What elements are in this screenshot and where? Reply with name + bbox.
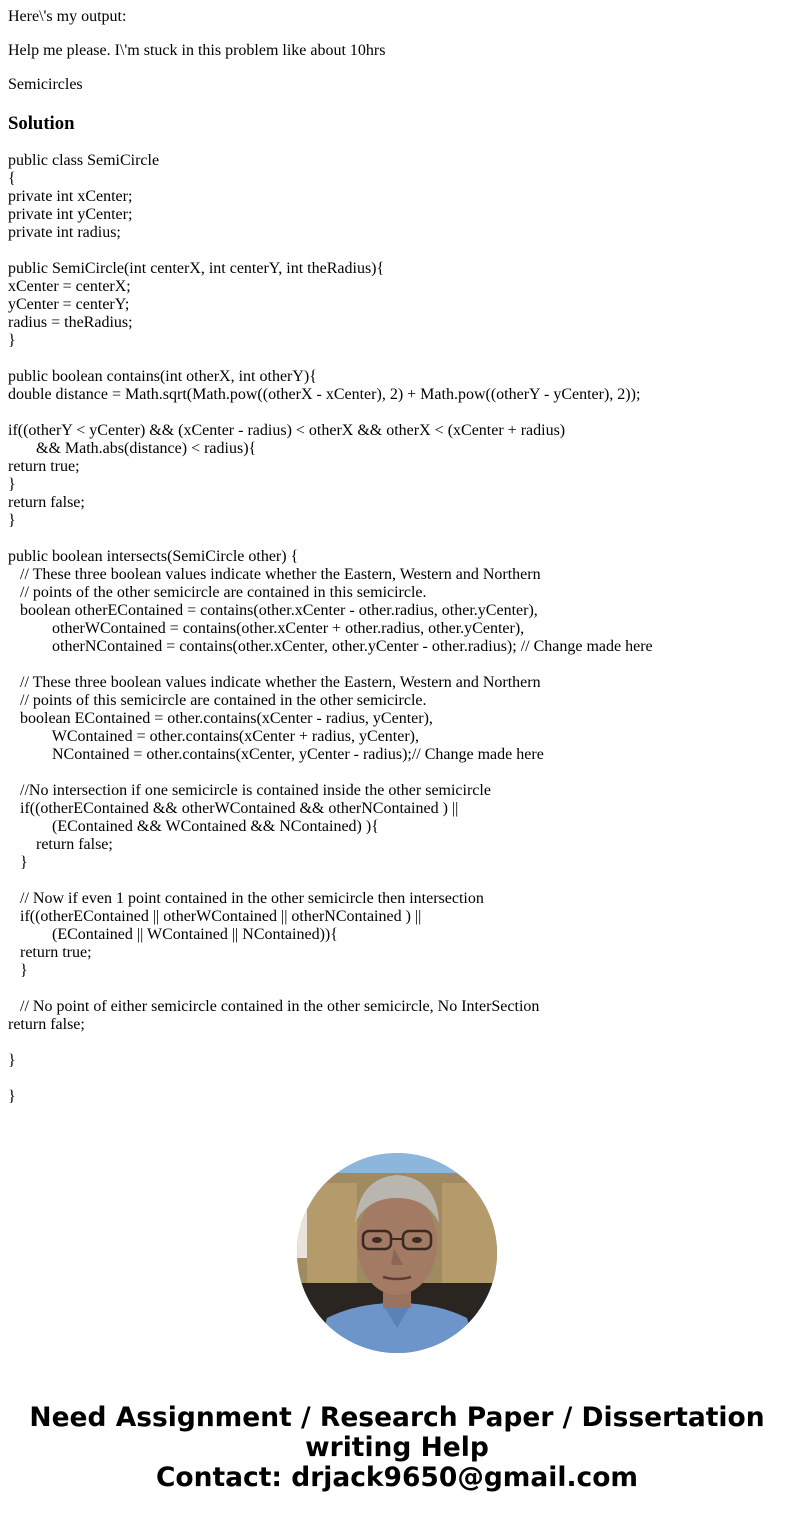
code-line: otherNContained = contains(other.xCenter, other.yCenter - other.radius); // Change made here [8,638,653,655]
code-line [8,656,653,674]
code-line: boolean otherEContained = contains(other.xCenter - other.radius, other.yCenter), [8,602,538,619]
code-line [8,404,653,422]
code-line: return false; [8,494,85,511]
code-line: (EContained || WContained || NContained)){ [8,926,338,943]
code-line: if((otherEContained && otherWContained && otherNContained ) || [8,800,459,817]
code-line: boolean EContained = other.contains(xCenter - radius, yCenter), [8,710,433,727]
code-line: // These three boolean values indicate whether the Eastern, Western and Northern [8,566,541,583]
question-line-help: Help me please. I\'m stuck in this problem like about 10hrs [8,42,386,59]
code-line: double distance = Math.sqrt(Math.pow((otherX - xCenter), 2) + Math.pow((otherY - yCenter), 2)); [8,386,641,403]
solution-code-block [8,152,653,1106]
code-line [8,1070,653,1088]
question-line-topic: Semicircles [8,76,83,93]
code-line: xCenter = centerX; [8,278,131,295]
code-line: if((otherEContained || otherWContained || otherNContained ) || [8,908,422,925]
code-line: //No intersection if one semicircle is contained inside the other semicircle [8,782,491,799]
code-line: otherWContained = contains(other.xCenter + other.radius, other.yCenter), [8,620,525,637]
code-line: } [8,854,28,871]
code-line: yCenter = centerY; [8,296,130,313]
promo-line-2: writing Help [305,1432,489,1463]
solution-heading: Solution [8,113,75,134]
code-line: && Math.abs(distance) < radius){ [8,440,257,457]
code-line: WContained = other.contains(xCenter + radius, yCenter), [8,728,419,745]
code-line: private int yCenter; [8,206,133,223]
code-line: public SemiCircle(int centerX, int centerY, int theRadius){ [8,260,385,277]
code-line: } [8,512,16,529]
code-line: // These three boolean values indicate whether the Eastern, Western and Northern [8,674,541,691]
code-line: public class SemiCircle [8,152,160,169]
code-line [8,980,653,998]
code-line: return true; [8,458,80,475]
code-line: return false; [8,1016,85,1033]
code-line: } [8,1088,16,1105]
promo-banner [0,1403,794,1493]
code-line [8,350,653,368]
code-line: public boolean intersects(SemiCircle other) { [8,548,299,565]
code-line [8,530,653,548]
code-line [8,242,653,260]
code-line [8,764,653,782]
code-line: return false; [8,836,113,853]
code-line [8,872,653,890]
code-line: // points of this semicircle are contained in the other semicircle. [8,692,427,709]
code-line: public boolean contains(int otherX, int otherY){ [8,368,317,385]
question-line-output: Here\'s my output: [8,8,127,25]
code-line: if((otherY < yCenter) && (xCenter - radius) < otherX && otherX < (xCenter + radius) [8,422,566,439]
code-line: (EContained && WContained && NContained) ){ [8,818,379,835]
code-line: // points of the other semicircle are contained in this semicircle. [8,584,427,601]
code-line: } [8,332,16,349]
code-line: // Now if even 1 point contained in the other semicircle then intersection [8,890,484,907]
code-line: return true; [8,944,92,961]
code-line: private int xCenter; [8,188,133,205]
code-line: NContained = other.contains(xCenter, yCenter - radius);// Change made here [8,746,544,763]
code-line: } [8,1052,16,1069]
code-line: } [8,476,16,493]
code-line: { [8,170,16,187]
code-line: } [8,962,28,979]
code-line [8,1034,653,1052]
promo-contact: Contact: drjack9650@gmail.com [155,1462,639,1493]
code-line: private int radius; [8,224,121,241]
author-avatar [297,1153,497,1353]
person-photo-icon [297,1153,497,1353]
code-line: // No point of either semicircle contained in the other semicircle, No InterSection [8,998,540,1015]
code-line: radius = theRadius; [8,314,133,331]
promo-line-1: Need Assignment / Research Paper / Dissertation [29,1402,765,1433]
